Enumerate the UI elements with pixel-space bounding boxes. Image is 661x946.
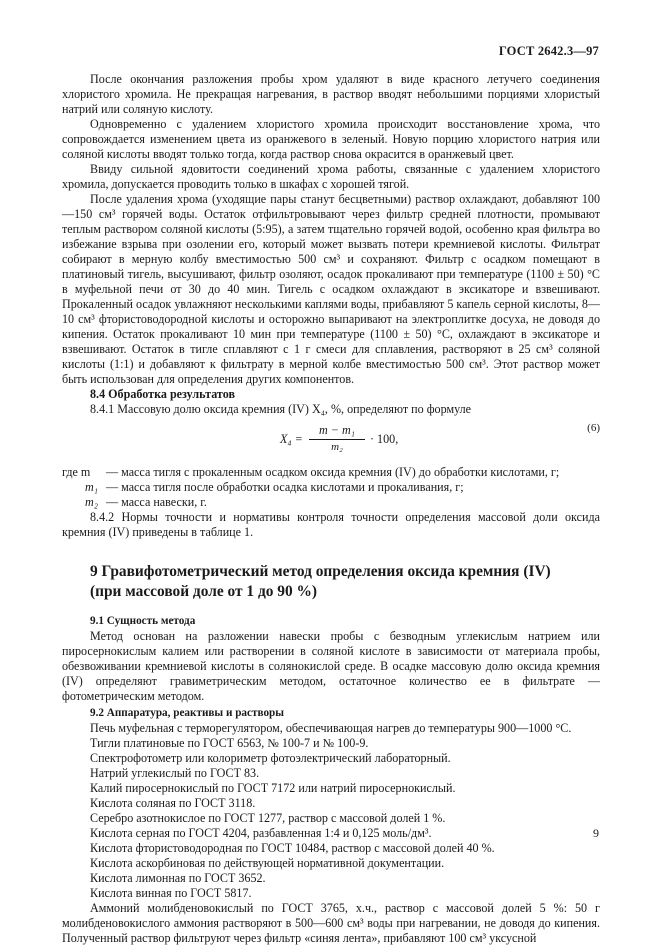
definition-text: — масса навески, г. (106, 495, 207, 509)
page-number: 9 (593, 826, 599, 840)
subsection-title: 9.2 Аппаратура, реактивы и растворы (90, 707, 284, 719)
definition-row (62, 465, 600, 480)
formula-denominator: m₂ (331, 441, 343, 453)
definition-text: — масса тигля с прокаленным осадком оксида кремния (IV) до обработки кислотами, г; (106, 465, 560, 479)
list-item: Калий пиросернокислый по ГОСТ 7172 или натрий пиросернокислый. (90, 781, 456, 795)
paragraph: После окончания разложения пробы хром удаляют в виде красного летучего соединения хлористого хромила. Не прекращая нагревания, в раствор вводят небольшими порциями хлористый натрий или соляную кислоту. (62, 72, 600, 116)
list-item: Кислота фтористоводородная по ГОСТ 10484, раствор с массовой долей 40 %. (90, 841, 495, 855)
list-item: Натрий углекислый по ГОСТ 83. (90, 766, 260, 780)
paragraph: После удаления хрома (уходящие пары станут бесцветными) раствор охлаждают, добавляют 100—150 см³ горячей воды. Остаток отфильтровывают через фильтр средней плотности, промывают теплым раствором соляной кислоты (5:95), а затем тщательно горячей водой, особенно края фильтра во избежание взрыва при озолении его, который может вызвать потери кремниевой кислоты. Фильтрат собирают в мерную колбу вместимостью 500 см³ и сохраняют. Фильтр с осадком помещают в платиновый тигель, высушивают, фильтр озоляют, осадок прокаливают при температуре (1100 ± 50) °С в муфельной печи от 30 до 40 мин. Тигель с осадком охлаждают в эксикаторе и взвешивают. Прокаленный осадок увлажняют несколькими каплями воды, прибавляют 5 капель серной кислоты, 8—10 см³ фтористоводородной кислоты и осторожно выпаривают на электроплитке досуха, не доводя до кипения. Остаток прокаливают 10 мин при температуре (1100 ± 50) °С, охлаждают в эксикаторе и взвешивают. Остаток в тигле сплавляют с 1 г смеси для сплавления, растворяют в 25 см³ соляной кислоты (1:1) и добавляют к фильтрату в мерной колбе вместимостью 500 см³. Этот раствор может быть использован для определения других компонентов. (62, 192, 600, 386)
list-item: Спектрофотометр или колориметр фотоэлектрический лабораторный. (90, 751, 451, 765)
section-heading-line: 9 Гравифотометрический метод определения оксида кремния (IV) (90, 563, 551, 580)
list-item: Кислота лимонная по ГОСТ 3652. (90, 871, 266, 885)
definition-symbol: m₁ (85, 480, 98, 494)
list-item: Кислота аскорбиновая по действующей нормативной документации. (90, 856, 445, 870)
list-item: Серебро азотнокислое по ГОСТ 1277, раствор с массовой долей 1 %. (90, 811, 446, 825)
subsection-title: 8.4 Обработка результатов (90, 387, 235, 401)
paragraph: Метод основан на разложении навески пробы с безводным углекислым натрием или пиросернокислым калием или растворении в соляной кислоте в зависимости от материала пробы, обезвоживании кремниевой кислоты в солянокислой среде. В осадке массовую долю оксида кремния (IV) определяют гравиметрическим методом, остаточное количество ее в фильтрате — фотометрическим методом. (62, 629, 600, 703)
definition-symbol: m₂ (85, 495, 98, 509)
paragraph: 8.4.2 Нормы точности и нормативы контроля точности определения массовой доли оксида кремния (IV) приведены в таблице 1. (62, 510, 600, 539)
formula-fraction (309, 423, 365, 455)
definitions (62, 465, 600, 510)
subsection-title: 9.1 Сущность метода (90, 615, 196, 627)
paragraph: Ввиду сильной ядовитости соединений хрома работы, связанные с удалением хлористого хромила, допускается проводить только в шкафах с хорошей тягой. (62, 162, 600, 191)
section-heading-line: (при массовой доле от 1 до 90 %) (90, 583, 318, 600)
definition-row (62, 480, 600, 495)
definition-row (62, 495, 600, 510)
list-item: Печь муфельная с терморегулятором, обеспечивающая нагрев до температуры 900—1000 °С. (90, 721, 572, 735)
standard-header: ГОСТ 2642.3—97 (498, 44, 599, 58)
section-heading (90, 562, 600, 602)
list-item: Кислота соляная по ГОСТ 3118. (90, 796, 256, 810)
paragraph: 8.4.1 Массовую долю оксида кремния (IV) X₄, %, определяют по формуле (90, 402, 472, 416)
formula-lhs: X₄ = (280, 432, 303, 446)
list-item: Тигли платиновые по ГОСТ 6563, № 100-7 и № 100-9. (90, 736, 369, 750)
formula (62, 421, 600, 461)
formula-number: (6) (587, 422, 600, 434)
paragraph: Одновременно с удалением хлористого хромила происходит восстановление хрома, что сопровождается изменением цвета из оранжевого в зеленый. Новую порцию хлористого натрия или соляной кислоты вводят только тогда, когда раствор снова окрасится в оранжевый цвет. (62, 117, 600, 161)
definition-symbol: где m (62, 465, 91, 479)
list-item: Кислота серная по ГОСТ 4204, разбавленная 1:4 и 0,125 моль/дм³. (90, 826, 432, 840)
list-item: Кислота винная по ГОСТ 5817. (90, 886, 252, 900)
paragraph: Аммоний молибденовокислый по ГОСТ 3765, х.ч., раствор с массовой долей 5 %: 50 г молибденовокислого аммония растворяют в 500—600 см³ воды при нагревании, не доводя до кипения. Полученный раствор фильтруют через фильтр «синяя лента», прибавляют 100 см³ уксусной (62, 901, 600, 945)
page-content (62, 72, 600, 946)
formula-numerator: m − m₁ (309, 423, 365, 440)
reagents-list (62, 721, 600, 901)
formula-rest: · 100, (370, 432, 399, 446)
definition-text: — масса тигля после обработки осадка кислотами и прокаливания, г; (106, 480, 464, 494)
